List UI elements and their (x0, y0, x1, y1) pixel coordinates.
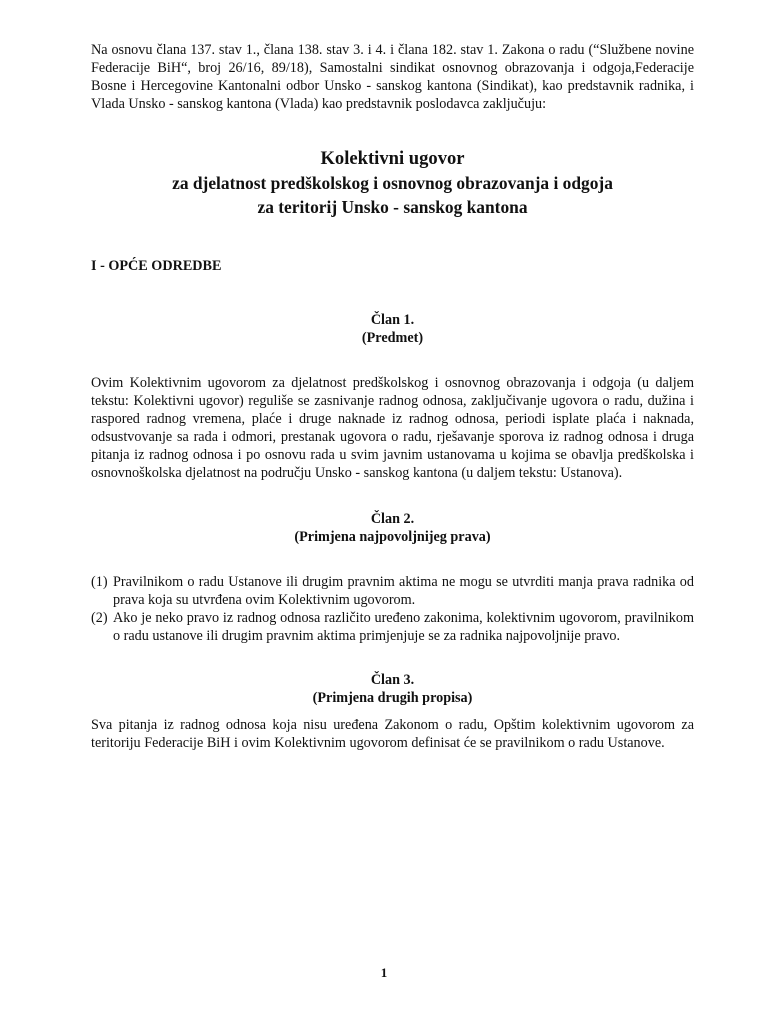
article-2-subtitle: (Primjena najpovoljnijeg prava) (294, 529, 491, 545)
list-item-text: Ako je neko pravo iz radnog odnosa različito uređeno zakonima, kolektivnim ugovorom, pravilnikom o radu ustanove ili drugim pravnim aktima primjenjuje se za radnika najpovoljnije pravo. (113, 610, 694, 644)
article-2-number: Član 2. (370, 511, 415, 527)
article-3-subtitle: (Primjena drugih propisa) (312, 690, 473, 706)
title-line-2: za djelatnost predškolskog i osnovnog obrazovanja i odgoja (172, 173, 613, 193)
list-item-number: (1) (91, 574, 108, 590)
article-1-subtitle: (Predmet) (361, 330, 424, 346)
article-3-number: Član 3. (370, 672, 415, 688)
article-1-number: Član 1. (370, 312, 415, 328)
document-title (91, 147, 694, 219)
list-item (91, 573, 694, 609)
page-number: 1 (380, 965, 388, 980)
title-line-3: za teritorij Unsko - sanskog kantona (257, 197, 528, 217)
title-line-1: Kolektivni ugovor (320, 148, 465, 169)
section-heading: I - OPĆE ODREDBE (91, 258, 222, 274)
list-item-number: (2) (91, 610, 108, 626)
article-1-body: Ovim Kolektivnim ugovorom za djelatnost predškolskog i osnovnog obrazovanja i odgoja (u daljem tekstu: Kolektivni ugovor) reguliše se zasnivanje radnog odnosa, zaključivanje ugovora o radu, dužina i raspored radnog vremena, plaće i druge naknade iz radnog odnosa, periodi isplate plaća i naknada, odsustvovanje sa rada i odmori, prestanak ugovora o radu, rješavanje sporova iz radnog odnosa i druga pitanja iz radnog odnosa i po osnovu rada u svim javnim ustanovama u kojima se obavlja predškolska i osnovnoškolska djelatnost na području Unsko - sanskog kantona (u daljem tekstu: Ustanova). (91, 375, 694, 481)
article-2-items (91, 573, 694, 645)
document-page (91, 41, 694, 752)
article-3-body: Sva pitanja iz radnog odnosa koja nisu uređena Zakonom o radu, Opštim kolektivnim ugovorom za teritoriju Federacije BiH i ovim Kolektivnim ugovorom definisat će se pravilnikom o radu Ustanove. (91, 717, 694, 751)
preamble-paragraph: Na osnovu člana 137. stav 1., člana 138. stav 3. i 4. i člana 182. stav 1. Zakona o radu (“Službene novine Federacije BiH“, broj 26/16, 89/18), Samostalni sindikat osnovnog obrazovanja i odgoja,Federacije Bosne i Hercegovine Kantonalni odbor Unsko - sanskog kantona (Sindikat), kao predstavnik radnika, i Vlada Unsko - sanskog kantona (Vlada) kao predstavnik poslodavca zaključuju: (91, 42, 694, 112)
list-item (91, 609, 694, 645)
list-item-text: Pravilnikom o radu Ustanove ili drugim pravnim aktima ne mogu se utvrditi manja prava radnika od prava koja su utvrđena ovim Kolektivnim ugovorom. (113, 574, 694, 608)
